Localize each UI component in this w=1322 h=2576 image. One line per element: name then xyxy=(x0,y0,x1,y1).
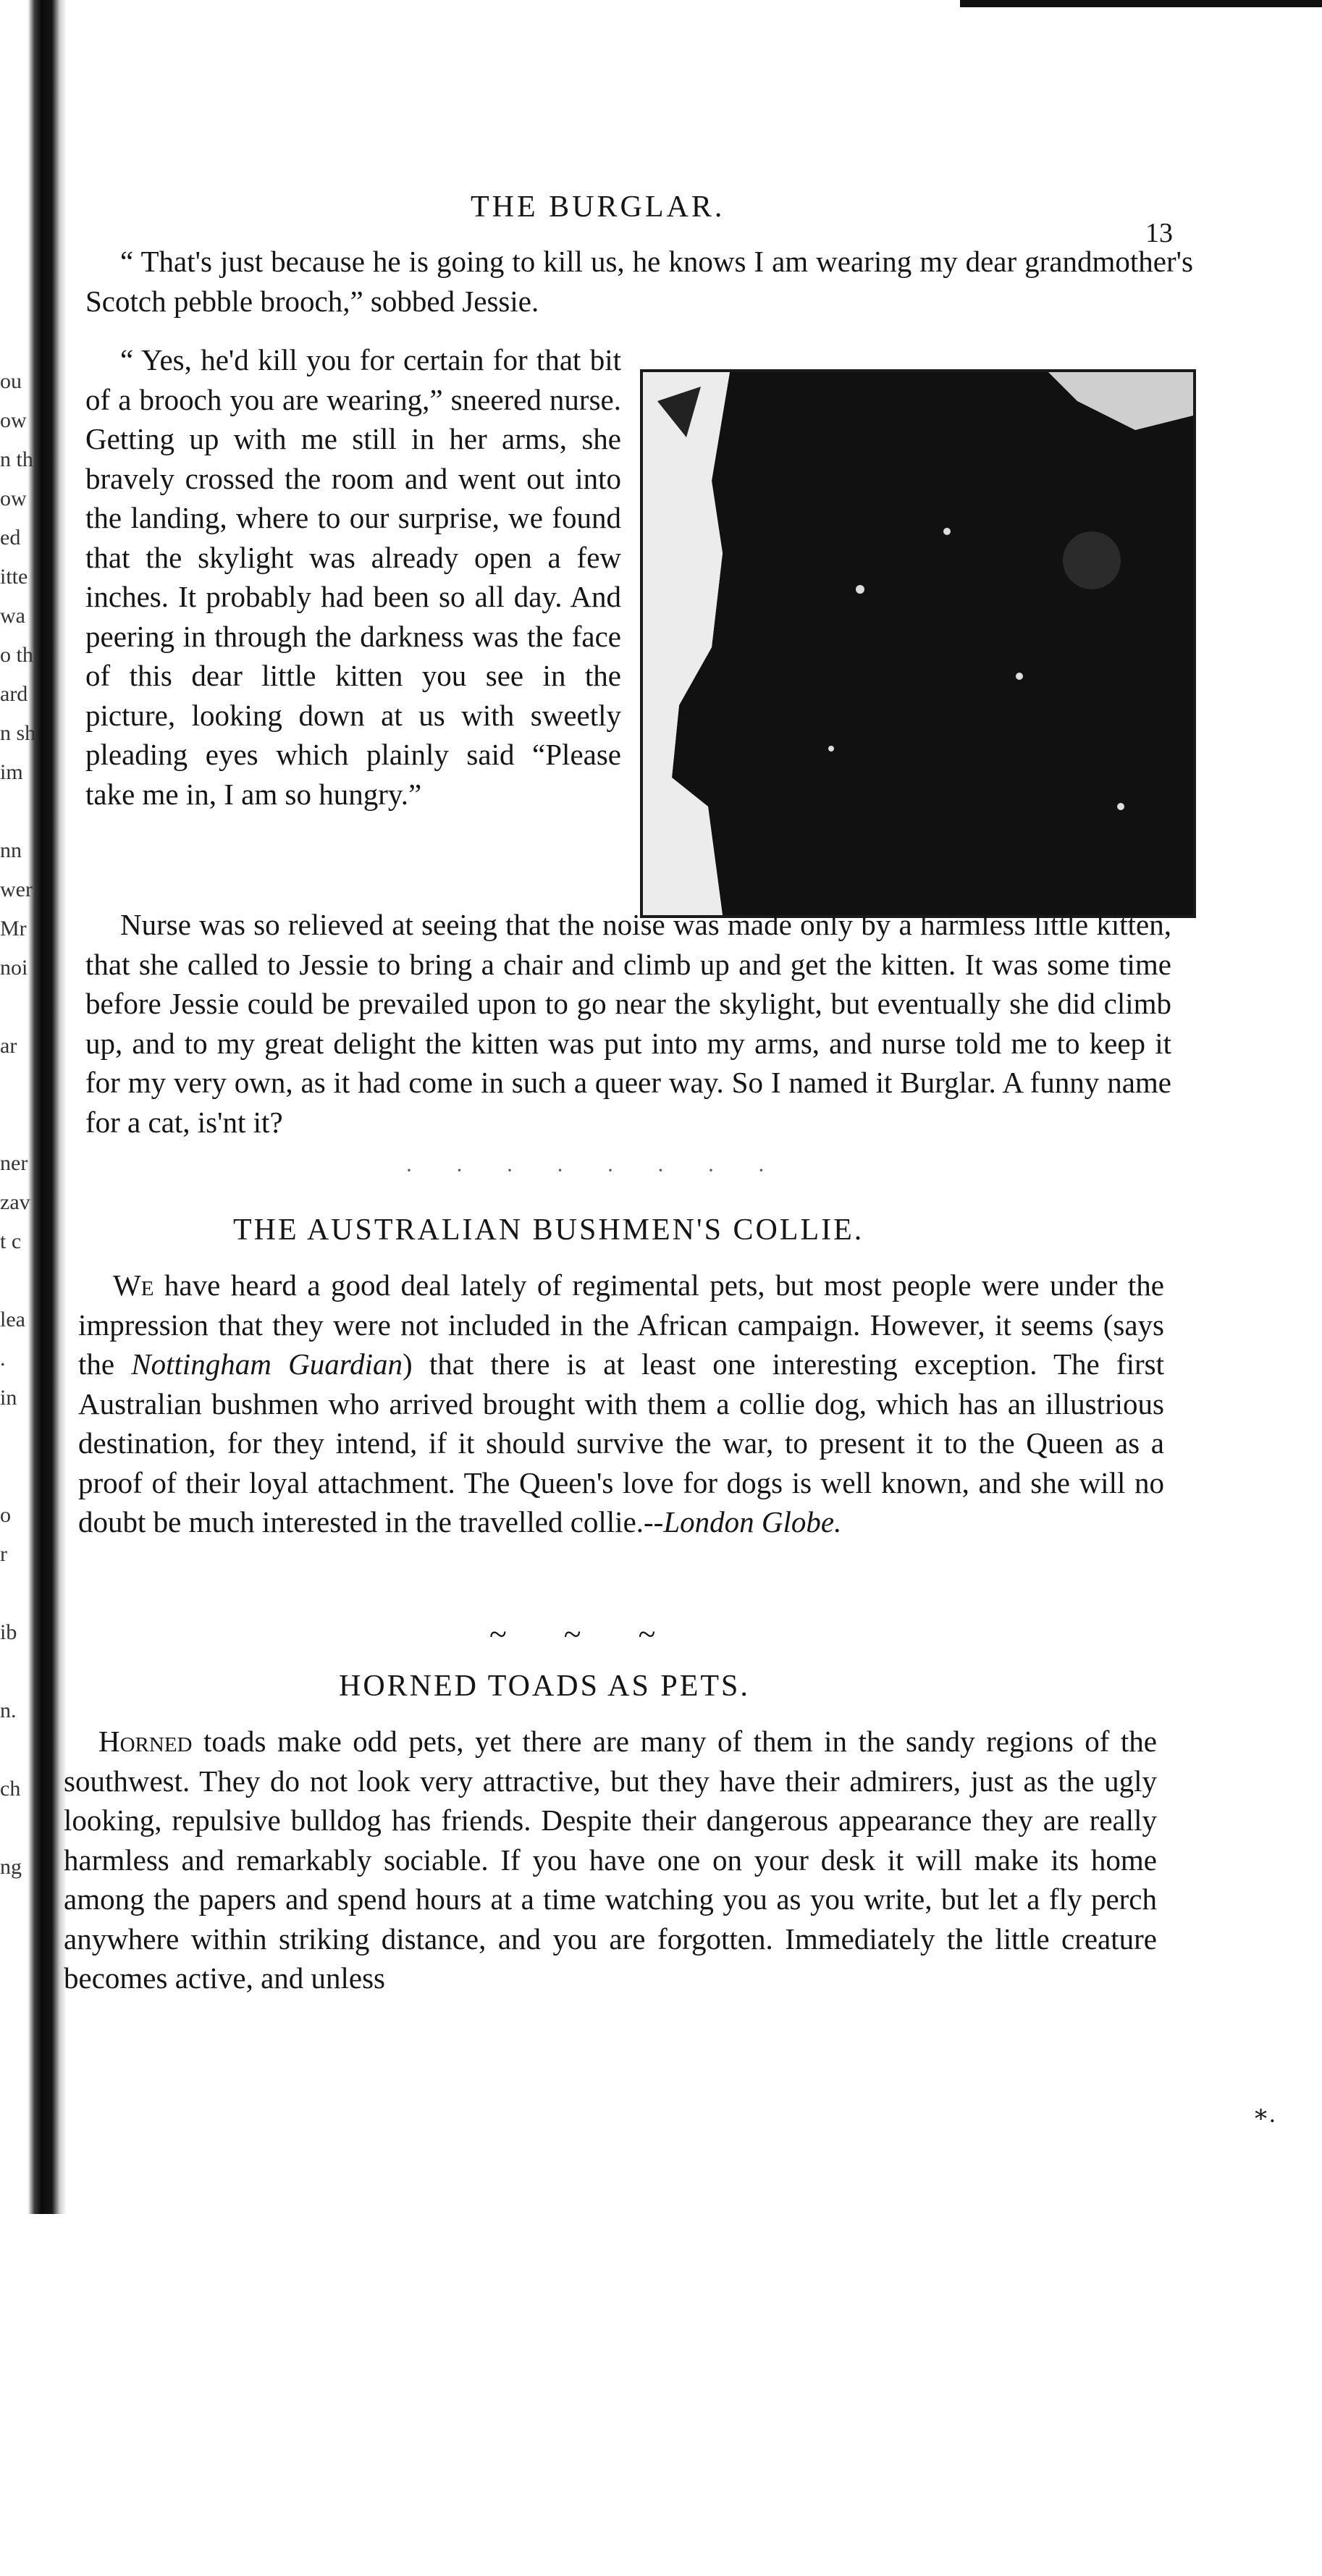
toads-lead-word: Horned xyxy=(98,1725,193,1758)
facing-page-fragment: itte xyxy=(0,565,28,589)
stray-mark: ∗. xyxy=(1252,2101,1276,2128)
page-number: 13 xyxy=(1145,218,1173,248)
running-head: THE BURGLAR. xyxy=(471,190,725,224)
burglar-opening xyxy=(85,242,1193,321)
section-break-dots: · · · · · · · · xyxy=(405,1158,784,1182)
facing-page-fragment xyxy=(0,1574,58,1613)
collie-lead-word: We xyxy=(113,1268,154,1302)
facing-page-fragment: r xyxy=(0,1542,7,1566)
collie-source: Nottingham Guardian xyxy=(131,1347,403,1381)
facing-page-fragment xyxy=(0,1887,58,1926)
facing-page-fragment: n th xyxy=(0,447,33,471)
facing-page-bleed xyxy=(0,0,58,2576)
collie-title: THE AUSTRALIAN BUSHMEN'S COLLIE. xyxy=(233,1213,864,1247)
collie-article xyxy=(78,1266,1164,1542)
facing-page-fragment: wa xyxy=(0,604,25,628)
facing-page-fragment: ner xyxy=(0,1151,28,1175)
facing-page-fragment xyxy=(0,1457,58,1496)
facing-page-fragment: o th xyxy=(0,643,33,667)
collie-credit: London Globe. xyxy=(663,1505,842,1539)
toads-title: HORNED TOADS AS PETS. xyxy=(339,1670,750,1703)
facing-page-fragment xyxy=(0,1261,58,1300)
facing-page-fragment xyxy=(0,988,58,1027)
facing-page-fragment: n. xyxy=(0,1699,17,1722)
facing-page-fragment: ib xyxy=(0,1620,17,1644)
facing-page-fragment: n sh xyxy=(0,721,36,745)
facing-page-fragment: t c xyxy=(0,1229,22,1253)
collie-paragraph xyxy=(78,1266,1164,1542)
facing-page-fragment: ch xyxy=(0,1777,21,1801)
facing-page-fragment: nn xyxy=(0,838,22,862)
burglar-continuation xyxy=(85,905,1171,1142)
facing-page-fragment xyxy=(0,1066,58,1105)
facing-page-fragment: im xyxy=(0,760,23,784)
toads-paragraph xyxy=(64,1722,1157,1998)
facing-page-fragment: ar xyxy=(0,1034,17,1058)
facing-page-fragment: wer xyxy=(0,877,33,901)
collie-text-2: ) that there is at least one interesting exception. The first Australian bushmen who arrived brought with them a collie dog, which has an illustrious destination, for they intend, if it should survive the war, to present it to the Queen as a proof of their loyal attachment. The Queen's love for dogs is well known, and she will no doubt be much interested in the travelled collie.-- xyxy=(78,1347,1164,1539)
facing-page-fragment: lea xyxy=(0,1308,25,1331)
toads-text: toads make odd pets, yet there are many of them in the sandy regions of the southwest. They do not look very attractive, but they have their admirers, just as the ugly looking, repulsive bulldog has friends. Despite their dangerous appearance they are really harmless and remarkably sociable. If you have one on your desk it will make its home among the papers and spend hours at a time watching you as you write, but let a fly perch anywhere within striking distance, and you are forgotten. Immediately the little creature becomes active, and unless xyxy=(64,1725,1157,1995)
facing-page-fragment: noi xyxy=(0,956,28,980)
burglar-column xyxy=(85,340,621,814)
facing-page-fragment: ed xyxy=(0,526,21,550)
section-ornament: ~ ~ ~ xyxy=(489,1617,681,1652)
toads-article xyxy=(64,1722,1157,1998)
facing-page-fragment xyxy=(0,792,58,831)
facing-page-fragment xyxy=(0,1730,58,1769)
facing-page-fragment: ow xyxy=(0,408,27,432)
kitten-halftone-image xyxy=(643,372,1193,915)
facing-page-fragment xyxy=(0,1652,58,1691)
burglar-paragraph: “ Yes, he'd kill you for certain for that bit of a brooch you are wearing,” sneered nurse. Getting up with me still in her arms, she bravely crossed the room and went out into the landing, where to our surprise, we found that the skylight was already open a few inches. It probably had been so all day. And peering in through the darkness was the face of this dear little kitten you see in the picture, looking down at us with sweetly pleading eyes which plainly said “Please take me in, I am so hungry.” xyxy=(85,343,621,811)
burglar-paragraph: “ That's just because he is going to kill us, he knows I am wearing my dear grandmother's Scotch pebble brooch,” sobbed Jessie. xyxy=(85,245,1193,318)
kitten-picture xyxy=(640,369,1196,918)
facing-page-fragment xyxy=(0,1809,58,1848)
facing-page-fragment: . xyxy=(0,1347,6,1371)
top-edge-rule xyxy=(960,0,1322,7)
facing-page-fragment: in xyxy=(0,1386,17,1410)
facing-page-fragment: ng xyxy=(0,1855,22,1879)
facing-page-fragment xyxy=(0,1926,58,1965)
facing-page-fragment: ou xyxy=(0,369,22,393)
facing-page-fragment: zav xyxy=(0,1190,30,1214)
burglar-paragraph: Nurse was so relieved at seeing that the noise was made only by a harmless little kitten, that she called to Jessie to bring a chair and climb up and get the kitten. It was some time before Jessie could be prevailed upon to go near the skylight, but eventually she did climb up, and to my great delight the kitten was put into my arms, and nurse told me to keep it for my very own, as it had come in such a queer way. So I named it Burglar. A funny name for a cat, is'nt it? xyxy=(85,908,1171,1139)
facing-page-fragment: ard xyxy=(0,682,28,706)
facing-page-fragment: Mr xyxy=(0,917,27,940)
facing-page-fragment xyxy=(0,1105,58,1144)
facing-page-fragment xyxy=(0,1418,58,1457)
facing-page-fragment: o xyxy=(0,1503,11,1527)
collie-text-1: have heard a good deal lately of regimental pets, but most people were under the impression that they were not included in the African campaign. However, it seems (says the xyxy=(78,1268,1164,1381)
facing-page-fragment: ow xyxy=(0,487,27,510)
